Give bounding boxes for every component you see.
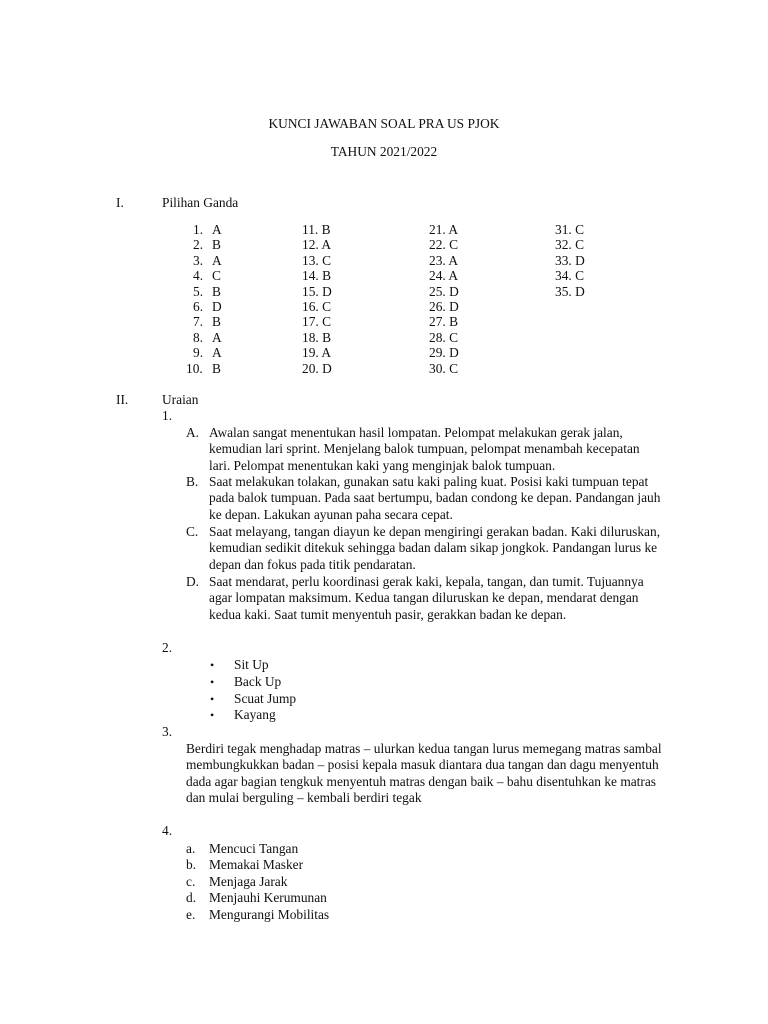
answer-item: 30. C bbox=[429, 360, 459, 376]
bullet-icon: • bbox=[210, 692, 215, 706]
answer-item: 13. C bbox=[302, 252, 332, 268]
answer-item: 29. D bbox=[429, 345, 459, 361]
answer-paragraph: Saat mendarat, perlu koordinasi gerak kaki, kepala, tangan, dan tumit. Tujuannya agar lompatan maksimum. Kedua tangan diluruskan ke depan, mendarat dengan kedua kaki. Saat tumit menyentuh pasir, gerakkan badan ke depan. bbox=[209, 574, 644, 622]
list-marker: A. bbox=[186, 425, 200, 440]
answer-paragraph: Berdiri tegak menghadap matras – ulurkan kedua tangan lurus memegang matras sambal membungkukkan badan – posisi kepala masuk diantara dua tangan dan dagu menyentuh dada agar bagian tengkuk menyentuh matras dengan baik – bahu disentuhkan ke matras dan mulai berguling – kembali berdiri tegak bbox=[186, 741, 662, 806]
question-2-number: 2. bbox=[162, 640, 173, 655]
question-3-number: 3. bbox=[162, 724, 173, 739]
answer-item: 19. A bbox=[302, 345, 332, 361]
list-item: Mencuci Tangan bbox=[209, 841, 299, 856]
answer-item: 33. D bbox=[555, 252, 585, 268]
answer-item: 4. C bbox=[193, 268, 221, 284]
answer-item: 34. C bbox=[555, 268, 585, 284]
list-marker: C. bbox=[186, 524, 199, 539]
answer-item: 6. D bbox=[193, 298, 222, 314]
answer-item: 25. D bbox=[429, 283, 459, 299]
list-marker: D. bbox=[186, 574, 200, 589]
section-1-numeral: I. bbox=[116, 195, 124, 210]
answer-column-4 bbox=[555, 222, 585, 299]
answer-item: 1. A bbox=[193, 222, 222, 237]
answer-item: 7. B bbox=[193, 314, 221, 330]
answer-item: 28. C bbox=[429, 329, 459, 345]
answer-item: 24. A bbox=[429, 268, 459, 284]
answer-item: 15. D bbox=[302, 283, 332, 299]
answer-column-3 bbox=[429, 222, 459, 376]
answer-column-2 bbox=[302, 222, 332, 376]
answer-item: 22. C bbox=[429, 237, 459, 253]
list-item: Memakai Masker bbox=[209, 857, 304, 872]
answer-item: 32. C bbox=[555, 237, 585, 253]
bullet-icon: • bbox=[210, 658, 215, 672]
question-1-number: 1. bbox=[162, 408, 173, 423]
answer-paragraph: Awalan sangat menentukan hasil lompatan. Pelompat melakukan gerak jalan, kemudian lari sprint. Menjelang balok tumpuan, pelompat menambah kecepatan lari. Pelompat menentukan kaki yang menginjak balok tumpuan. bbox=[209, 425, 640, 473]
answer-item: 5. B bbox=[193, 283, 221, 299]
bullet-icon: • bbox=[210, 675, 215, 689]
answer-item: 21. A bbox=[429, 222, 459, 237]
list-item: Menjauhi Kerumunan bbox=[209, 890, 327, 905]
answer-item: 11. B bbox=[302, 222, 331, 237]
list-marker: B. bbox=[186, 474, 199, 489]
answer-item: 8. A bbox=[193, 329, 222, 345]
list-marker: a. bbox=[186, 841, 196, 856]
answer-item: 18. B bbox=[302, 329, 332, 345]
answer-item: 12. A bbox=[302, 237, 332, 253]
list-marker: b. bbox=[186, 857, 197, 872]
bullet-item: • Sit Up bbox=[210, 657, 269, 672]
section-1-heading: Pilihan Ganda bbox=[162, 195, 239, 210]
question-4-number: 4. bbox=[162, 823, 173, 838]
answer-item: 31. C bbox=[555, 222, 585, 237]
section-2-heading: Uraian bbox=[162, 392, 199, 407]
answer-item: 23. A bbox=[429, 252, 459, 268]
answer-item: 20. D bbox=[302, 360, 332, 376]
answer-item: 10. B bbox=[186, 360, 221, 376]
bullet-icon: • bbox=[210, 708, 215, 722]
bullet-item: • Kayang bbox=[210, 707, 276, 722]
list-item: Mengurangi Mobilitas bbox=[209, 907, 330, 922]
answer-item: 9. A bbox=[193, 345, 222, 361]
answer-item: 3. A bbox=[193, 252, 222, 268]
document-title: KUNCI JAWABAN SOAL PRA US PJOK bbox=[268, 116, 500, 131]
document-subtitle: TAHUN 2021/2022 bbox=[330, 144, 438, 159]
answer-item: 26. D bbox=[429, 298, 459, 314]
answer-item: 16. C bbox=[302, 298, 332, 314]
list-marker: d. bbox=[186, 890, 197, 905]
answer-item: 17. C bbox=[302, 314, 332, 330]
answer-item: 35. D bbox=[555, 283, 585, 299]
answer-item: 2. B bbox=[193, 237, 221, 253]
answer-column-1 bbox=[186, 222, 222, 376]
bullet-item: • Scuat Jump bbox=[210, 691, 297, 706]
list-item: Menjaga Jarak bbox=[209, 874, 288, 889]
answer-paragraph: Saat melayang, tangan diayun ke depan mengiringi gerakan badan. Kaki diluruskan, kemudian sedikit ditekuk sehingga badan dalam sikap jongkok. Pandangan lurus ke depan dan fokus pada titik pendaratan. bbox=[209, 524, 661, 572]
answer-item: 27. B bbox=[429, 314, 459, 330]
answer-paragraph: Saat melakukan tolakan, gunakan satu kaki paling kuat. Posisi kaki tumpuan tepat pada balok tumpuan. Pada saat bertumpu, badan condong ke depan. Pandangan jauh ke depan. Lakukan ayunan paha secara cepat. bbox=[209, 474, 661, 522]
section-2-numeral: II. bbox=[116, 392, 129, 407]
list-marker: e. bbox=[186, 907, 196, 922]
answer-item: 14. B bbox=[302, 268, 332, 284]
bullet-item: • Back Up bbox=[210, 674, 282, 689]
list-marker: c. bbox=[186, 874, 196, 889]
